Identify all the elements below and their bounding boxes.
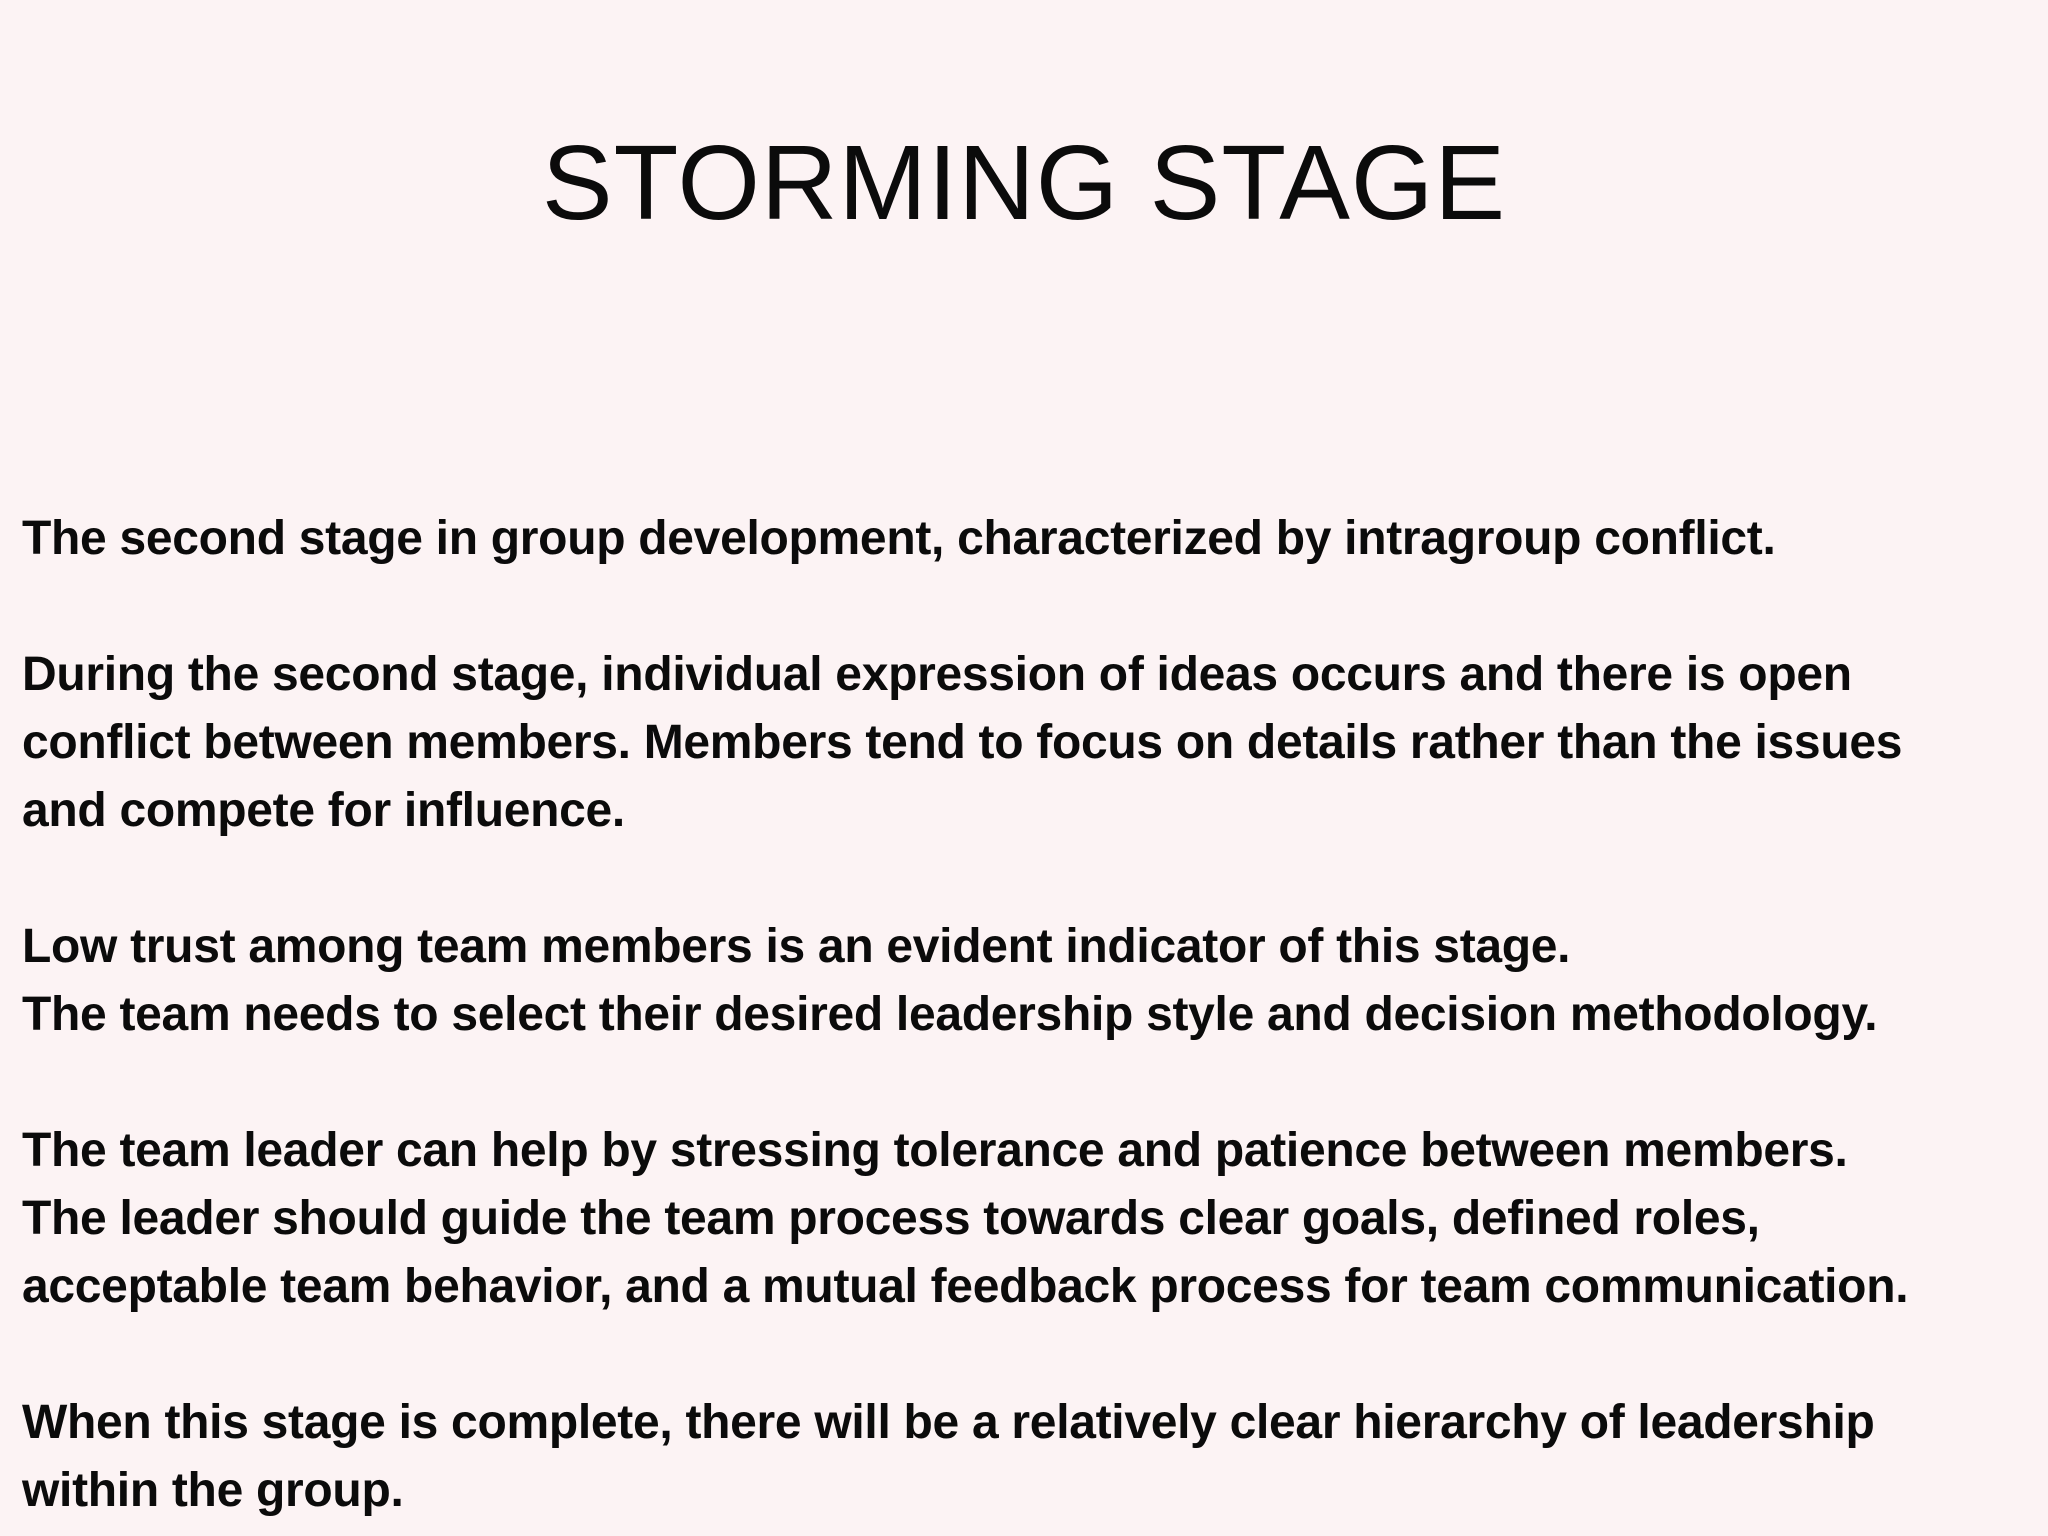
paragraph-definition [22, 505, 2032, 573]
paragraph-completion [22, 1389, 2032, 1525]
text-line: acceptable team behavior, and a mutual feedback process for team communication. [22, 1260, 1909, 1313]
text-line: Low trust among team members is an evident indicator of this stage. [22, 920, 1571, 973]
text-line: The team leader can help by stressing tolerance and patience between members. [22, 1124, 1848, 1177]
text-line: within the group. [22, 1464, 404, 1517]
paragraph-indicators [22, 913, 2032, 1049]
paragraph-description [22, 641, 2032, 845]
text-line: and compete for influence. [22, 784, 625, 837]
text-line: When this stage is complete, there will be a relatively clear hierarchy of leadership [22, 1396, 1875, 1449]
text-line: During the second stage, individual expression of ideas occurs and there is open [22, 648, 1852, 701]
text-line: The team needs to select their desired leadership style and decision methodology. [22, 988, 1878, 1041]
paragraph-leader-role [22, 1117, 2032, 1321]
text-line: conflict between members. Members tend to focus on details rather than the issues [22, 716, 1903, 769]
slide-body [22, 505, 2032, 1525]
text-line: The leader should guide the team process towards clear goals, defined roles, [22, 1192, 1760, 1245]
slide-title: STORMING STAGE [541, 124, 1507, 242]
text-line: The second stage in group development, characterized by intragroup conflict. [22, 512, 1776, 565]
